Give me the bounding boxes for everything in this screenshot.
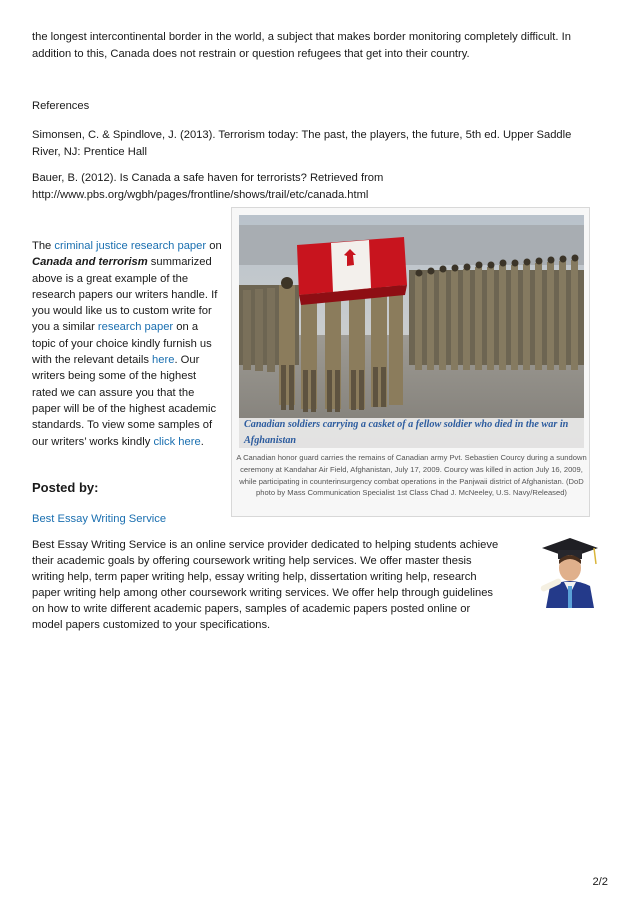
promo-text: on a topic of your choice kindly furnish us with the relevant details — [32, 321, 212, 367]
posted-by-heading: Posted by: — [32, 480, 99, 495]
reference-2-url: http://www.pbs.org/wgbh/pages/frontline/shows/trail/etc/canada.html — [32, 189, 369, 201]
promo-text: on — [206, 240, 222, 252]
promo-text: . Our writers being some of the highest rated we can assure you that the paper will be of the highest academic standards. To view some samples of our writers’ works kindly — [32, 354, 217, 448]
graduate-photo — [536, 534, 604, 608]
paper-topic: Canada and terrorism — [32, 256, 148, 269]
promo-text: summarized above is a great example of the research papers our writers handle. If you would like us to custom write for you a similar — [32, 256, 218, 334]
references-heading: References — [32, 100, 90, 112]
page-number: 2/2 — [592, 876, 608, 888]
intro-line-1: the longest intercontinental border in the world, a subject that makes border monitoring completely difficult. In — [32, 31, 571, 43]
bio-line-1: Best Essay Writing Service is an online service provider dedicated to helping students achieve — [32, 539, 499, 551]
bio-line-3: writing help, term paper writing help, essay writing help, dissertation writing help, research — [32, 571, 477, 583]
soldiers-casket-photo — [239, 215, 584, 448]
bio-line-6: model papers customized to your specifications. — [32, 619, 271, 631]
research-paper-link[interactable]: research paper — [97, 321, 174, 334]
figure-caption: A Canadian honor guard carries the remains of Canadian army Pvt. Sebastien Courcy during a sundown ceremony at Kandahar Air Field, Afghanistan, July 17, 2009. Courcy was killed in action July 16, 2009, while participating in counterinsurgency combat operations in the Panjwaii district of Afghanistan. (DoD photo by Mass Communication Specialist 1st Class Chad J. McNeeley, U.S. Navy/Released) — [236, 453, 587, 498]
bio-line-5: on how to write different academic papers, samples of academic papers posted online or — [32, 603, 471, 615]
promo-text: The — [32, 240, 55, 252]
reference-1-line-1: Simonsen, C. & Spindlove, J. (2013). Terrorism today: The past, the players, the future, 5th ed. Upper Saddle — [32, 129, 572, 141]
intro-line-2: addition to this, Canada does not restrain or question refugees that get into their country. — [32, 48, 470, 60]
here-link[interactable]: here — [152, 354, 175, 367]
author-link[interactable]: Best Essay Writing Service — [32, 513, 167, 525]
bio-line-2: their academic goals by offering coursework writing help services. We offer master thesis — [32, 555, 472, 567]
reference-2-line-1: Bauer, B. (2012). Is Canada a safe haven for terrorists? Retrieved from — [32, 172, 384, 184]
bio-line-4: paper writing help among other coursework writing services. We offer help through guidelines — [32, 587, 494, 599]
promo-text: . — [200, 435, 204, 448]
promo-paragraph — [32, 238, 224, 450]
photo-banner-text: Canadian soldiers carrying a casket of a fellow soldier who died in the war in Afghanistan — [239, 418, 584, 448]
click-here-link[interactable]: click here — [153, 435, 201, 448]
reference-1-line-2: River, NJ: Prentice Hall — [32, 146, 148, 158]
criminal-justice-research-paper-link[interactable]: criminal justice research paper — [54, 240, 207, 252]
figure-box — [231, 207, 590, 517]
